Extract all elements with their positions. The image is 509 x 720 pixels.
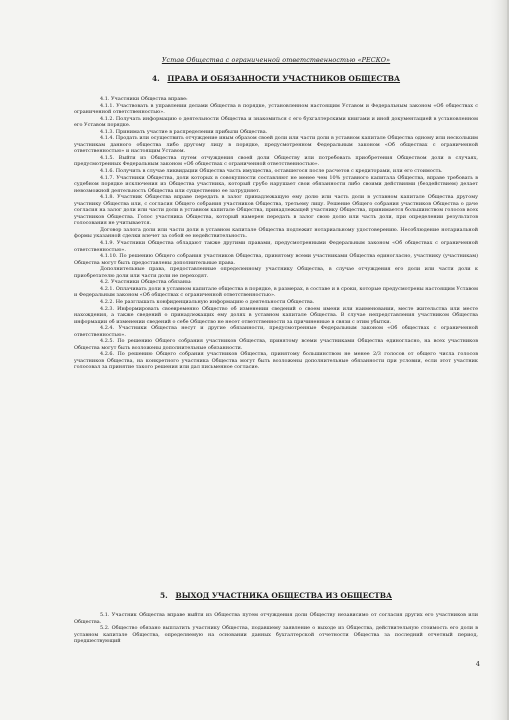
section-5-body xyxy=(74,612,478,645)
section-4-number: 4. xyxy=(151,74,160,83)
paragraph: 4.1.9. Участники Общества обладают также другими правами, предусмотренными Федеральным законом «Об обществах с ограниченной ответственностью». xyxy=(74,240,478,253)
page-number: 4 xyxy=(475,660,480,668)
paragraph: 4.2.1. Оплачивать доли в уставном капитале общества в порядке, в размерах, в составе и в сроки, которые предусмотрены настоящим Уставом и Федеральным законом «Об обществах с ограниченной ответственностью». xyxy=(74,285,478,299)
section-5-number: 5. xyxy=(160,591,168,600)
paragraph: 4.1.6. Получить в случае ликвидации Общества часть имущества, оставшегося после расчетов с кредиторами, или его стоимость. xyxy=(100,168,443,175)
section-4-body xyxy=(74,96,478,371)
section-5-heading xyxy=(74,591,478,600)
document-page xyxy=(74,38,478,678)
paragraph: 5.2. Общество обязано выплатить участнику Общества, подавшему заявление о выходе из Общества, действительную стоимость его доли в уставном капитале Общества, определяемую на основании данных бухгалтерской отчетности Общества за последний отчетный период, предшествующий xyxy=(74,625,478,645)
paragraph: 4.2.2. Не разглашать конфиденциальную информацию о деятельности Общества. xyxy=(100,298,315,305)
section-5-title: ВЫХОД УЧАСТНИКА ОБЩЕСТВА ИЗ ОБЩЕСТВА xyxy=(175,591,392,600)
section-4-title: ПРАВА И ОБЯЗАННОСТИ УЧАСТНИКОВ ОБЩЕСТВА xyxy=(167,74,401,83)
paragraph: 4.2. Участники Общества обязаны: xyxy=(100,279,192,286)
paragraph: Дополнительные права, предоставленные определенному участнику Общества, в случае отчуждения его доли или части доли к приобретателю доли или части доли не переходят. xyxy=(74,266,478,279)
paragraph: Договор залога доли или части доли в уставном капитале Общества подлежит нотариальному удостоверению. Несоблюдение нотариальной формы указанной сделки влечет за собой ее недействительность. xyxy=(74,226,478,240)
paragraph: 4.1.5. Выйти из Общества путем отчуждения своей доли Обществу или потребовать приобретения Обществом доли в случаях, предусмотренных Федеральным законом «Об обществах с ограниченной ответственностью». xyxy=(74,154,478,168)
paragraph: 4.2.5. По решению Общего собрания участников Общества, принятому всеми участниками Общества единогласно, на всех участников Общества могут быть возложены дополнительные обязанности. xyxy=(74,338,478,351)
paragraph: 4.1.8. Участник Общества вправе передать в залог принадлежащую ему долю или часть доли в уставном капитале Общества другому участнику Общества или, с согласия Общего собрания участников Общества, третьему лицу. Решение Общего собрания участников Общества о даче согласия на залог доли или части доли в уставном капитале Общества, принадлежащей участнику Общества, принимается большинством голосов всех участников Общества. Голос участника Общества, который намерен передать в залог свою долю или часть доли, при определении результатов голосования не учитывается. xyxy=(74,194,478,227)
paragraph: 4.2.3. Информировать своевременно Общество об изменении сведений о своем имени или наименовании, месте жительства или месте нахождения, а также сведений о принадлежащих ему долях в уставном капитале Общества. В случае непредставления участником Общества информации об изменении сведений о себе Общество не несет ответственности за причиненные в связи с этим убытки. xyxy=(74,305,478,325)
paragraph: 5.1. Участник Общества вправе выйти из Общества путем отчуждения доли Обществу независимо от согласия других его участников или Общества. xyxy=(74,612,478,625)
paragraph: 4.1.10. По решению Общего собрания участников Общества, принятому всеми участниками Общества единогласно, участнику (участникам) Общества могут быть предоставлены дополнительные права. xyxy=(74,253,478,266)
paragraph: 4.1.4. Продать или осуществить отчуждение иным образом своей доли или части доли в уставном капитале Общества одному или нескольким участникам данного общества либо другому лицу в порядке, предусмотренном Федеральным законом «Об обществах с ограниченной ответственностью» и настоящим Уставом. xyxy=(74,135,478,155)
paragraph: 4.2.4. Участники Общества несут и другие обязанности, предусмотренные Федеральным законом «Об обществах с ограниченной ответственностью». xyxy=(74,325,478,338)
paragraph: 4.1.2. Получать информацию о деятельности Общества и знакомиться с его бухгалтерскими книгами и иной документацией в установленном его Уставом порядке. xyxy=(74,115,478,129)
paragraph: 4.1.7. Участники Общества, доли которых в совокупности составляют не менее чем 10% уставного капитала Общества, вправе требовать в судебном порядке исключения из Общества участника, который грубо нарушает свои обязанности либо своими действиями (бездействием) делает невозможной деятельность Общества или существенно ее затрудняет. xyxy=(74,174,478,194)
paragraph: 4.2.6. По решению Общего собрания участников Общества, принятому большинством не менее 2/3 голосов от общего числа голосов участников Общества, на конкретного участника Общества могут быть возложены дополнительные обязанности при условии, если этот участник голосовал за принятие такого решения или дал письменное согласие. xyxy=(74,351,478,371)
paragraph: 4.1.1. Участвовать в управлении делами Общества в порядке, установленном настоящим Уставом и Федеральным законом «Об обществах с ограниченной ответственностью». xyxy=(74,102,478,116)
paragraph: 4.1. Участники Общества вправе: xyxy=(100,96,188,102)
paragraph: 4.1.3. Принимать участие в распределении прибыли Общества. xyxy=(100,128,268,135)
running-header: Устав Общества с ограниченной ответственностью «РЕСКО» xyxy=(161,56,391,64)
section-4-heading xyxy=(74,74,478,83)
